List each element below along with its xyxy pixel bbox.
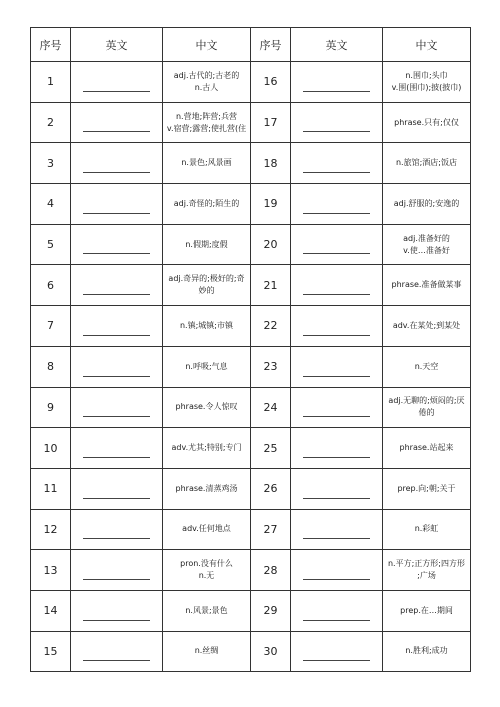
row-number: 11: [31, 468, 71, 509]
header-chinese: 中文: [383, 28, 471, 62]
chinese-meaning: [163, 224, 251, 265]
table-row: [31, 387, 471, 428]
chinese-meaning: [383, 631, 471, 672]
chinese-meaning: [383, 306, 471, 347]
english-answer-cell[interactable]: [71, 306, 163, 347]
english-answer-cell[interactable]: [291, 184, 383, 225]
meaning-line: pron.没有什么: [180, 559, 233, 569]
table-row: [31, 62, 471, 103]
table-row: [31, 184, 471, 225]
answer-blank-line[interactable]: [303, 131, 370, 132]
chinese-meaning: [163, 184, 251, 225]
row-number: 5: [31, 224, 71, 265]
meaning-line: n.镇;城镇;市镇: [179, 320, 233, 330]
row-number: 13: [31, 550, 71, 591]
chinese-meaning: [163, 590, 251, 631]
row-number: 7: [31, 306, 71, 347]
english-answer-cell[interactable]: [291, 102, 383, 143]
meaning-line: n.旅馆;酒店;饭店: [395, 158, 457, 168]
english-answer-cell[interactable]: [291, 631, 383, 672]
chinese-meaning: [383, 143, 471, 184]
table-row: [31, 590, 471, 631]
header-english: 英文: [291, 28, 383, 62]
meaning-line: prep.向;朝;关于: [397, 483, 456, 493]
meaning-line: n.古人: [194, 82, 219, 92]
answer-blank-line[interactable]: [83, 91, 150, 92]
row-number: 14: [31, 590, 71, 631]
english-answer-cell[interactable]: [291, 550, 383, 591]
row-number: 21: [251, 265, 291, 306]
header-number: 序号: [251, 28, 291, 62]
english-answer-cell[interactable]: [71, 184, 163, 225]
meaning-line: n.胜利;成功: [405, 646, 448, 656]
english-answer-cell[interactable]: [71, 631, 163, 672]
meaning-line: n.营地;阵营;兵营: [175, 111, 237, 121]
answer-blank-line[interactable]: [303, 172, 370, 173]
meaning-line: adj.古代的;古老的: [173, 70, 240, 80]
row-number: 29: [251, 590, 291, 631]
english-answer-cell[interactable]: [291, 346, 383, 387]
chinese-meaning: [163, 387, 251, 428]
english-answer-cell[interactable]: [71, 509, 163, 550]
meaning-line: phrase.站起来: [399, 443, 454, 453]
meaning-line: n.平方;正方形;四方形: [387, 559, 465, 569]
header-english: 英文: [71, 28, 163, 62]
meaning-line: n.假期;度假: [185, 239, 228, 249]
row-number: 27: [251, 509, 291, 550]
meaning-line: v.围(围巾);披(披巾): [391, 82, 462, 92]
meaning-line: n.天空: [414, 361, 439, 371]
row-number: 16: [251, 62, 291, 103]
row-number: 4: [31, 184, 71, 225]
row-number: 22: [251, 306, 291, 347]
meaning-line: n.丝绸: [194, 646, 219, 656]
answer-blank-line[interactable]: [303, 498, 370, 499]
table-row: [31, 102, 471, 143]
table-row: [31, 224, 471, 265]
answer-blank-line[interactable]: [83, 538, 150, 539]
table-row: [31, 143, 471, 184]
english-answer-cell[interactable]: [291, 468, 383, 509]
table-row: [31, 631, 471, 672]
english-answer-cell[interactable]: [71, 428, 163, 469]
chinese-meaning: [163, 550, 251, 591]
chinese-meaning: [163, 102, 251, 143]
meaning-line: n.风景;景色: [185, 605, 228, 615]
answer-blank-line[interactable]: [83, 253, 150, 254]
row-number: 17: [251, 102, 291, 143]
answer-blank-line[interactable]: [83, 457, 150, 458]
english-answer-cell[interactable]: [71, 590, 163, 631]
chinese-meaning: [163, 62, 251, 103]
english-answer-cell[interactable]: [71, 346, 163, 387]
meaning-line: adv.在某处;到某处: [392, 320, 461, 330]
row-number: 8: [31, 346, 71, 387]
header-number: 序号: [31, 28, 71, 62]
vocabulary-table: [30, 27, 471, 672]
table-row: [31, 509, 471, 550]
meaning-line: phrase.清蒸鸡汤: [175, 483, 238, 493]
meaning-line: adj.奇异的;极好的;奇: [168, 274, 245, 284]
chinese-meaning: [163, 346, 251, 387]
english-answer-cell[interactable]: [71, 143, 163, 184]
chinese-meaning: [383, 509, 471, 550]
english-answer-cell[interactable]: [71, 265, 163, 306]
english-answer-cell[interactable]: [71, 224, 163, 265]
table-row: [31, 265, 471, 306]
english-answer-cell[interactable]: [71, 387, 163, 428]
english-answer-cell[interactable]: [291, 224, 383, 265]
answer-blank-line[interactable]: [303, 253, 370, 254]
row-number: 23: [251, 346, 291, 387]
english-answer-cell[interactable]: [291, 265, 383, 306]
meaning-line: ;广场: [417, 571, 436, 581]
row-number: 24: [251, 387, 291, 428]
answer-blank-line[interactable]: [83, 416, 150, 417]
table-row: [31, 346, 471, 387]
meaning-line: adv.尤其;特别;专门: [171, 443, 242, 453]
chinese-meaning: [383, 468, 471, 509]
english-answer-cell[interactable]: [291, 509, 383, 550]
meaning-line: v.使…准备好: [403, 245, 450, 255]
answer-blank-line[interactable]: [83, 620, 150, 621]
answer-blank-line[interactable]: [83, 376, 150, 377]
answer-blank-line[interactable]: [83, 294, 150, 295]
answer-blank-line[interactable]: [303, 620, 370, 621]
chinese-meaning: [383, 346, 471, 387]
answer-blank-line[interactable]: [303, 457, 370, 458]
meaning-line: n.彩虹: [414, 524, 439, 534]
chinese-meaning: [163, 509, 251, 550]
chinese-meaning: [383, 184, 471, 225]
english-answer-cell[interactable]: [71, 62, 163, 103]
row-number: 10: [31, 428, 71, 469]
chinese-meaning: [163, 265, 251, 306]
answer-blank-line[interactable]: [303, 538, 370, 539]
answer-blank-line[interactable]: [83, 498, 150, 499]
chinese-meaning: [163, 428, 251, 469]
meaning-line: adj.舒服的;安逸的: [393, 198, 460, 208]
table-row: [31, 468, 471, 509]
answer-blank-line[interactable]: [303, 91, 370, 92]
chinese-meaning: [383, 428, 471, 469]
meaning-line: adv.任何地点: [182, 524, 231, 534]
meaning-line: adj.准备好的: [403, 233, 450, 243]
meaning-line: v.宿营;露营;使扎营(住: [166, 123, 247, 133]
chinese-meaning: [383, 224, 471, 265]
row-number: 28: [251, 550, 291, 591]
answer-blank-line[interactable]: [83, 172, 150, 173]
answer-blank-line[interactable]: [303, 213, 370, 214]
english-answer-cell[interactable]: [291, 590, 383, 631]
row-number: 9: [31, 387, 71, 428]
answer-blank-line[interactable]: [83, 579, 150, 580]
meaning-line: 倦的: [418, 408, 435, 418]
row-number: 15: [31, 631, 71, 672]
answer-blank-line[interactable]: [83, 335, 150, 336]
english-answer-cell[interactable]: [291, 143, 383, 184]
meaning-line: adj.无聊的;烦闷的;厌: [388, 396, 465, 406]
header-row: [31, 28, 471, 62]
english-answer-cell[interactable]: [291, 428, 383, 469]
row-number: 20: [251, 224, 291, 265]
meaning-line: n.无: [198, 571, 215, 581]
chinese-meaning: [383, 590, 471, 631]
answer-blank-line[interactable]: [303, 376, 370, 377]
meaning-line: adj.奇怪的;陌生的: [173, 198, 240, 208]
meaning-line: 妙的: [198, 286, 215, 296]
chinese-meaning: [163, 468, 251, 509]
meaning-line: phrase.只有;仅仅: [394, 117, 459, 127]
row-number: 26: [251, 468, 291, 509]
meaning-line: n.景色;风景画: [181, 158, 232, 168]
meaning-line: prep.在…期间: [400, 605, 453, 615]
english-answer-cell[interactable]: [71, 550, 163, 591]
answer-blank-line[interactable]: [303, 416, 370, 417]
row-number: 6: [31, 265, 71, 306]
answer-blank-line[interactable]: [303, 294, 370, 295]
row-number: 2: [31, 102, 71, 143]
chinese-meaning: [383, 102, 471, 143]
chinese-meaning: [163, 631, 251, 672]
row-number: 30: [251, 631, 291, 672]
answer-blank-line[interactable]: [83, 213, 150, 214]
answer-blank-line[interactable]: [303, 335, 370, 336]
chinese-meaning: [163, 143, 251, 184]
table-row: [31, 306, 471, 347]
meaning-line: n.呼吸;气息: [185, 361, 228, 371]
chinese-meaning: [163, 306, 251, 347]
row-number: 25: [251, 428, 291, 469]
row-number: 1: [31, 62, 71, 103]
english-answer-cell[interactable]: [291, 62, 383, 103]
chinese-meaning: [383, 265, 471, 306]
chinese-meaning: [383, 550, 471, 591]
meaning-line: n.围巾;头巾: [405, 70, 448, 80]
meaning-line: phrase.令人惊叹: [175, 402, 238, 412]
chinese-meaning: [383, 62, 471, 103]
answer-blank-line[interactable]: [303, 579, 370, 580]
answer-blank-line[interactable]: [83, 131, 150, 132]
english-answer-cell[interactable]: [291, 306, 383, 347]
row-number: 18: [251, 143, 291, 184]
english-answer-cell[interactable]: [71, 468, 163, 509]
english-answer-cell[interactable]: [71, 102, 163, 143]
meaning-line: phrase.准备做某事: [391, 280, 462, 290]
answer-blank-line[interactable]: [83, 660, 150, 661]
table-row: [31, 428, 471, 469]
row-number: 3: [31, 143, 71, 184]
chinese-meaning: [383, 387, 471, 428]
english-answer-cell[interactable]: [291, 387, 383, 428]
answer-blank-line[interactable]: [303, 660, 370, 661]
row-number: 19: [251, 184, 291, 225]
header-chinese: 中文: [163, 28, 251, 62]
table-row: [31, 550, 471, 591]
row-number: 12: [31, 509, 71, 550]
